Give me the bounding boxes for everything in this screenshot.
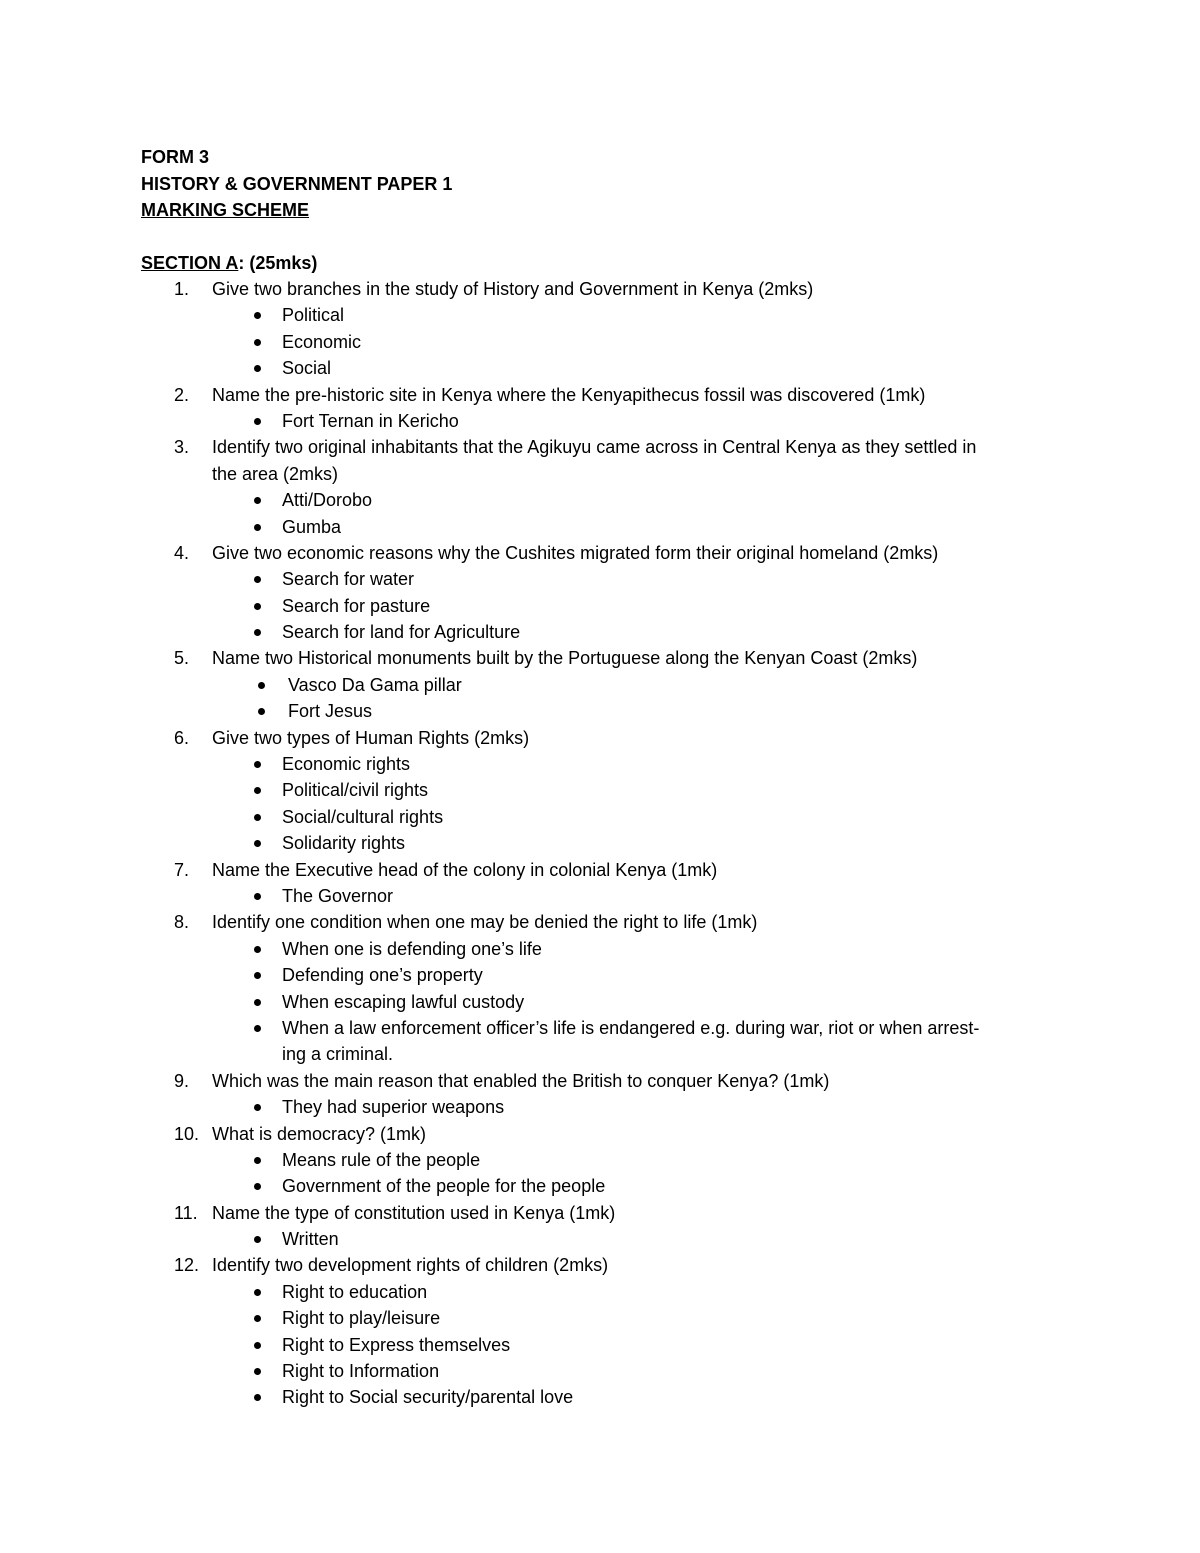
question-row <box>0 540 1200 566</box>
question-item <box>0 645 1200 724</box>
question-number: 4. <box>174 542 190 563</box>
bullet-icon <box>254 619 266 645</box>
bullet-icon <box>254 883 266 909</box>
question-number: 3. <box>174 437 190 458</box>
question-text: Give two economic reasons why the Cushites migrated form their original homeland (2mks) <box>212 542 939 563</box>
bullet-icon <box>254 1305 266 1331</box>
bullet-icon <box>254 830 266 856</box>
bullet-icon <box>258 672 270 698</box>
bullet-icon <box>254 751 266 777</box>
section-heading <box>141 251 317 275</box>
answer-item <box>0 672 1200 698</box>
answer-item <box>0 487 1200 513</box>
bullet-icon <box>254 989 266 1015</box>
answer-item <box>0 1332 1200 1358</box>
question-number: 7. <box>174 859 190 880</box>
answer-item <box>0 329 1200 355</box>
questions-list <box>0 276 1200 1411</box>
answer-text: When escaping lawful custody <box>282 991 525 1012</box>
question-number: 8. <box>174 912 190 933</box>
bullet-icon <box>254 1015 266 1041</box>
answer-text: Gumba <box>282 516 342 537</box>
bullet-icon <box>254 804 266 830</box>
question-number: 11. <box>174 1202 198 1223</box>
question-text: Give two types of Human Rights (2mks) <box>212 727 530 748</box>
question-item <box>0 382 1200 435</box>
bullet-icon <box>254 355 266 381</box>
answer-item <box>0 566 1200 592</box>
answer-text: When one is defending one’s life <box>282 938 542 959</box>
answer-text: Search for land for Agriculture <box>282 622 521 643</box>
bullet-icon <box>254 329 266 355</box>
question-number: 9. <box>174 1070 190 1091</box>
bullet-icon <box>254 962 266 988</box>
bullet-icon <box>258 698 270 724</box>
bullet-icon <box>254 302 266 328</box>
answer-item <box>0 1015 1200 1041</box>
answer-item <box>0 408 1200 434</box>
answer-text: Search for water <box>282 569 415 590</box>
answer-text: Right to Express themselves <box>282 1334 511 1355</box>
bullet-icon <box>254 936 266 962</box>
question-row <box>0 382 1200 408</box>
question-text: Identify two original inhabitants that the Agikuyu came across in Central Kenya as they settled in <box>212 437 977 458</box>
answer-item <box>0 1094 1200 1120</box>
question-text: Name the type of constitution used in Kenya (1mk) <box>212 1202 616 1223</box>
document-type: MARKING SCHEME <box>141 200 310 220</box>
question-text: Which was the main reason that enabled the British to conquer Kenya? (1mk) <box>212 1070 830 1091</box>
answer-item <box>0 1305 1200 1331</box>
answer-text: Political/civil rights <box>282 780 429 801</box>
answer-item <box>0 302 1200 328</box>
answer-item <box>0 989 1200 1015</box>
question-row <box>0 725 1200 751</box>
answer-text: Government of the people for the people <box>282 1176 606 1197</box>
answer-item <box>0 883 1200 909</box>
answer-item <box>0 751 1200 777</box>
question-text: Give two branches in the study of History and Government in Kenya (2mks) <box>212 279 814 299</box>
answer-item <box>0 1226 1200 1252</box>
answer-text: Social/cultural rights <box>282 806 444 827</box>
question-text: Name the Executive head of the colony in colonial Kenya (1mk) <box>212 859 718 880</box>
section-marks: : (25mks) <box>238 253 318 273</box>
question-text: What is democracy? (1mk) <box>212 1123 427 1144</box>
answer-item <box>0 355 1200 381</box>
question-row <box>0 1252 1200 1278</box>
answer-item <box>0 1358 1200 1384</box>
question-row <box>0 434 1200 460</box>
question-item <box>0 1121 1200 1200</box>
answer-text: Social <box>282 358 332 379</box>
question-item <box>0 276 1200 382</box>
answer-text: ing a criminal. <box>282 1044 394 1065</box>
subject-title: HISTORY & GOVERNMENT PAPER 1 <box>141 174 453 194</box>
answer-item <box>0 1173 1200 1199</box>
question-number: 10. <box>174 1123 200 1144</box>
question-number: 6. <box>174 727 190 748</box>
answer-item <box>0 1279 1200 1305</box>
question-row <box>0 645 1200 671</box>
bullet-icon <box>254 1094 266 1120</box>
question-item <box>0 1252 1200 1410</box>
answer-text: Search for pasture <box>282 595 431 616</box>
question-text: Identify one condition when one may be denied the right to life (1mk) <box>212 912 758 933</box>
answer-text: Written <box>282 1229 339 1250</box>
answer-item <box>0 962 1200 988</box>
question-number: 2. <box>174 384 190 405</box>
answer-item <box>0 514 1200 540</box>
bullet-icon <box>254 1332 266 1358</box>
answer-item <box>0 804 1200 830</box>
question-item <box>0 857 1200 910</box>
question-row <box>0 276 1200 302</box>
answer-text: When a law enforcement officer’s life is endangered e.g. during war, riot or when arrest- <box>282 1017 980 1038</box>
answer-text: They had superior weapons <box>282 1097 505 1118</box>
question-row <box>0 1121 1200 1147</box>
bullet-icon <box>254 1147 266 1173</box>
answer-item <box>0 1384 1200 1410</box>
answer-text: Fort Ternan in Kericho <box>282 410 459 431</box>
answer-item <box>0 777 1200 803</box>
question-continuation-row <box>0 461 1200 487</box>
bullet-icon <box>254 408 266 434</box>
answer-text: Atti/Dorobo <box>282 490 373 511</box>
question-text: Name the pre-historic site in Kenya where the Kenyapithecus fossil was discovered (1mk) <box>212 384 926 405</box>
bullet-icon <box>254 1173 266 1199</box>
question-number: 1. <box>174 279 190 299</box>
answer-text: Solidarity rights <box>282 833 406 854</box>
answer-item <box>0 619 1200 645</box>
answer-item <box>0 830 1200 856</box>
answer-item <box>0 936 1200 962</box>
bullet-icon <box>254 1226 266 1252</box>
bullet-icon <box>254 487 266 513</box>
bullet-icon <box>254 1279 266 1305</box>
answer-item <box>0 698 1200 724</box>
bullet-icon <box>254 1358 266 1384</box>
answer-text: Economic rights <box>282 754 411 775</box>
section-label: SECTION A <box>141 253 239 273</box>
question-number: 12. <box>174 1255 200 1276</box>
bullet-icon <box>254 777 266 803</box>
answer-text: Right to Information <box>282 1361 440 1382</box>
answer-text: The Governor <box>282 885 394 906</box>
question-text: Identify two development rights of children (2mks) <box>212 1255 609 1276</box>
bullet-icon <box>254 1384 266 1410</box>
question-row <box>0 857 1200 883</box>
question-item <box>0 909 1200 1067</box>
question-text: Name two Historical monuments built by the Portuguese along the Kenyan Coast (2mks) <box>212 648 918 669</box>
bullet-icon <box>254 593 266 619</box>
bullet-icon <box>254 514 266 540</box>
answer-item <box>0 1147 1200 1173</box>
answer-text: Defending one’s property <box>282 965 483 986</box>
question-row <box>0 1068 1200 1094</box>
question-item <box>0 1200 1200 1253</box>
question-item <box>0 434 1200 540</box>
answer-text: Fort Jesus <box>288 701 373 722</box>
question-row <box>0 1200 1200 1226</box>
answer-item <box>0 1041 1200 1067</box>
form-label: FORM 3 <box>141 147 210 167</box>
answer-text: Vasco Da Gama pillar <box>288 674 462 695</box>
question-text: the area (2mks) <box>212 463 339 484</box>
question-number: 5. <box>174 648 190 669</box>
question-item <box>0 725 1200 857</box>
answer-text: Economic <box>282 331 362 352</box>
answer-text: Political <box>282 305 345 326</box>
question-row <box>0 909 1200 935</box>
answer-text: Right to Social security/parental love <box>282 1387 574 1408</box>
bullet-icon <box>254 566 266 592</box>
answer-text: Right to play/leisure <box>282 1308 441 1329</box>
answer-item <box>0 593 1200 619</box>
question-item <box>0 1068 1200 1121</box>
answer-text: Means rule of the people <box>282 1149 481 1170</box>
answer-text: Right to education <box>282 1281 428 1302</box>
question-item <box>0 540 1200 646</box>
